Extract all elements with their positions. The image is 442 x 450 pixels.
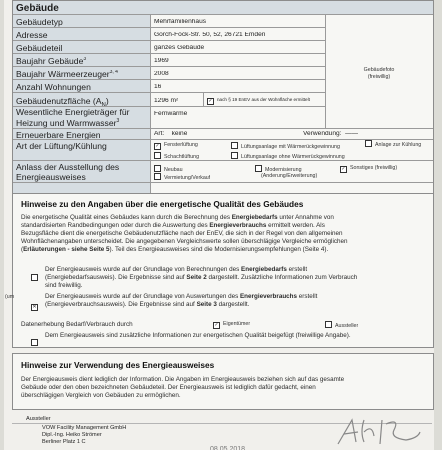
ventilation-shaft[interactable]: Schachtlüftung [154, 152, 199, 160]
additional-info-checkbox[interactable] [31, 332, 41, 350]
energy-carrier-label: Wesentliche Energieträger für Heizung und Warmwasser$^3$ [16, 108, 130, 128]
ventilation-no-recovery[interactable]: Lüftungsanlage ohne Wärmerückgewinnung [231, 152, 345, 160]
issuer-line-1: VOW Facility Management GmbH [42, 425, 127, 431]
row-label: Gebäudeteil [16, 44, 63, 53]
collection-issuer[interactable]: Aussteller [325, 321, 358, 329]
reason-new-build[interactable]: Neubau [154, 165, 183, 173]
text-line: Der Energieausweis wurde auf der Grundlage von Berechnungen des Energiebedarfs erstellt [45, 266, 308, 273]
data-collection-label: Datenerhebung Bedarf/Verbrauch durch [21, 321, 133, 328]
section-title: Gebäude [16, 3, 59, 14]
text-line: Bezugsfläche dient die energetische Gebäudenutzfläche nach der EnEV, die sich in der Regel von den allgemeinen [21, 230, 343, 238]
text-line: sind freiwillig. [45, 282, 83, 290]
text-line: (Energiebedarfsausweis). Die Ergebnisse sind auf Seite 2 dargestellt. Zusätzliche Informationen zum Verbrauch [45, 274, 358, 282]
cooling-system[interactable]: Anlage zur Kühlung [365, 140, 425, 149]
text-line: standardisierten Randbedingungen oder durch die Auswertung des Energieverbrauchs ermittelt werden. Als [21, 222, 325, 230]
issue-date: 08.05.2018 [210, 446, 246, 450]
usage-notes-line: überschlägigen Vergleich von Gebäuden zu ermöglichen. [21, 392, 181, 399]
verbrauch-checkbox[interactable]: ✕ [32, 304, 37, 310]
issuer-line-2: Dipl.-Ing. Heiko Strömer [42, 432, 102, 438]
text-line: (Energieverbrauchsausweis). Die Ergebnisse sind auf Seite 3 dargestellt. [45, 301, 250, 309]
usage-notes-line: Gebäude oder den oben bezeichneten Gebäudeteil. Der Energieausweis ist lediglich dafür gedacht, einen [21, 384, 316, 391]
row-label: Baujahr Wärmeerzeuger$^{3, 4}$ [16, 70, 118, 79]
quality-notes-title: Hinweise zu den Angaben über die energetische Qualität des Gebäudes [21, 199, 304, 209]
text-line: Die energetische Qualität eines Gebäudes kann durch die Berechnung des Energiebedarfs unter Annahme von [21, 214, 334, 221]
floor-area-value: 1296 m² [154, 98, 179, 104]
text-line: (Erläuterungen - siehe Seite 5). Teil des Energieausweises sind die Modernisierungsempfehlungen (Seite 4). [21, 246, 329, 254]
usage-notes-line: Der Energieausweis dient lediglich der Information. Die Angaben im Energieausweis beziehen sich auf das gesamte [21, 376, 345, 383]
row-label: Gebäudetyp [16, 18, 63, 27]
bedarf-checkbox[interactable] [31, 267, 41, 285]
row-value: ganzes Gebäude [154, 45, 205, 51]
reason-modernisation[interactable]: Modernisierung [255, 165, 302, 173]
text-line: Der Energieausweis wurde auf der Grundlage von Auswertungen des Energieverbrauchs erstellt [45, 293, 318, 300]
text-line: Wohnflächenangaben unterscheidet. Die angegebenen Vergleichswerte sollen überschlägige Vergleiche ermöglichen [21, 238, 348, 246]
issue-reason-label: Anlass der Ausstellung des Energieausweises [16, 163, 120, 182]
row-label: Baujahr Gebäude$^3$ [16, 57, 87, 66]
row-label: Adresse [16, 31, 48, 40]
row-value: 16 [154, 84, 162, 90]
ventilation-heat-recovery[interactable]: Lüftungsanlage mit Wärmerückgewinnung [231, 142, 340, 150]
row-value: 1969 [154, 58, 169, 64]
building-photo-area: Gebäudefoto (freiwillig) [363, 67, 395, 80]
additional-info-label: Dem Energieausweis sind zusätzliche Informationen zur energetischen Qualität beigefügt (freiwillige Angabe). [45, 332, 351, 339]
energy-certificate-page [4, 0, 434, 450]
reason-rent-sale[interactable]: Vermietung/Verkauf [154, 173, 210, 181]
usage-notes-pane [12, 353, 434, 410]
collection-owner[interactable]: ✓ Eigentümer [214, 321, 251, 328]
floor-area-note: ✓ nach § 19 EnEV aus der Wohnfläche ermittelt [208, 97, 310, 104]
row-value: 2008 [154, 71, 169, 77]
energy-carrier-value: Fernwärme [154, 111, 188, 117]
renewable-usage: Verwendung: —— [303, 131, 359, 137]
reason-modernisation-detail: (Änderung/Erweiterung) [261, 173, 318, 179]
signature [334, 414, 424, 448]
renewable-art: Art: keine [154, 131, 188, 137]
floor-area-checkbox[interactable]: ✓ [208, 98, 213, 104]
floor-area-label: Gebäudenutzfläche $(A_N)$ [16, 97, 109, 109]
row-value: Mehrfamilienhaus [154, 19, 207, 25]
margin-note: (um [5, 294, 15, 300]
issuer-label: Aussteller [26, 416, 51, 422]
quality-notes-pane [5, 193, 434, 348]
renewable-label: Erneuerbare Energien [16, 131, 101, 140]
ventilation-label: Art der Lüftung/Kühlung [16, 142, 107, 151]
row-value: Gorch-Fock-Str. 50, 52, 26721 Emden [154, 32, 266, 38]
issuer-line-3: Berliner Platz 1 C [42, 439, 86, 445]
usage-notes-title: Hinweise zur Verwendung des Energieausweises [21, 360, 215, 370]
row-label: Anzahl Wohnungen [16, 83, 91, 92]
reason-other[interactable]: ✓ Sonstiges (freiwillig) [341, 165, 398, 172]
ventilation-window[interactable]: ✓ Fensterlüftung [155, 142, 198, 149]
